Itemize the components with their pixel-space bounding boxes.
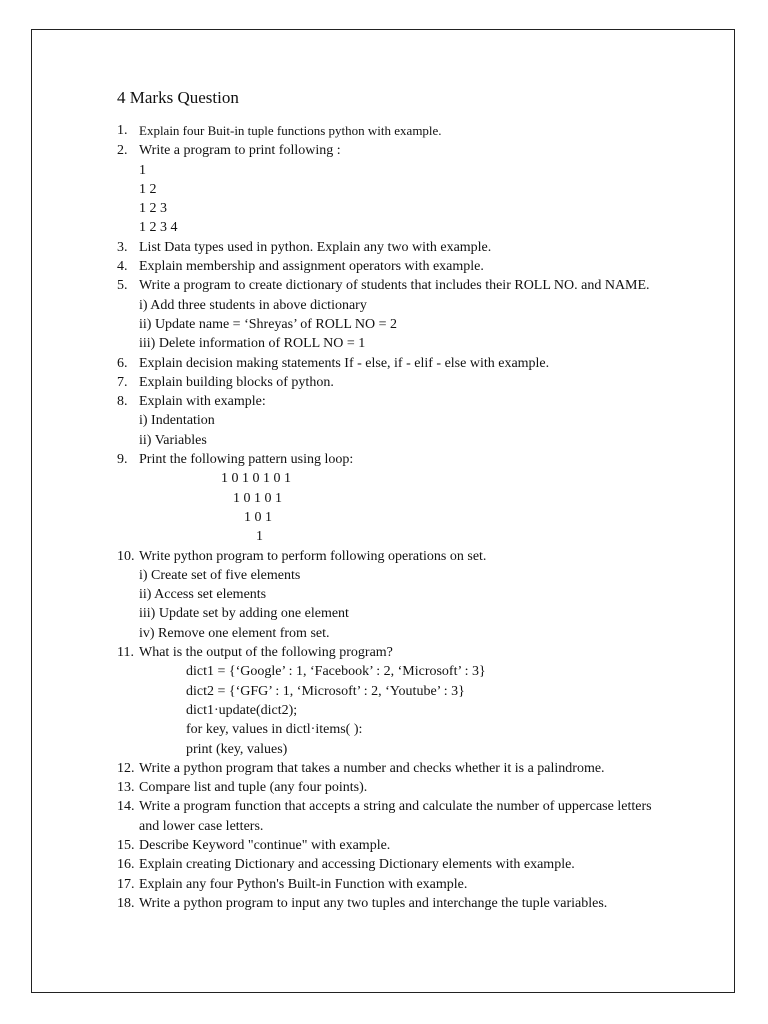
question-number: 12. [117,760,135,776]
question-number: 2. [117,143,128,159]
question-text: Write a program function that accepts a string and calculate the number of uppercase letters and lower case letters. [139,799,652,834]
code-line: dict1 = {‘Google’ : 1, ‘Facebook’ : 2, ‘Microsoft’ : 3} [186,664,486,680]
question-9 [117,450,677,469]
question-2 [117,141,677,160]
code-line: print (key, values) [186,741,288,757]
question-8 [117,392,677,411]
sub-question: ii) Access set elements [139,587,267,603]
question-text: Explain with example: [139,394,266,410]
question-text: Print the following pattern using loop: [139,452,354,468]
question-text: Write a program to create dictionary of students that includes their ROLL NO. and NAME. [139,278,650,294]
question-text: Compare list and tuple (any four points). [139,780,368,796]
question-number: 7. [117,374,128,390]
sub-question: ii) Variables [139,432,207,448]
question-6 [117,354,677,373]
sub-question: i) Create set of five elements [139,567,301,583]
question-text: Write a python program to input any two tuples and interchange the tuple variables. [139,895,608,911]
question-number: 15. [117,837,135,853]
sub-question: iii) Delete information of ROLL NO = 1 [139,336,366,352]
pattern-line: 1 0 1 0 1 0 1 [221,471,291,487]
sub-question: iii) Update set by adding one element [139,606,349,622]
question-number: 18. [117,895,135,911]
question-text: What is the output of the following program? [139,645,393,661]
question-text: Describe Keyword "continue" with example. [139,837,391,853]
question-number: 5. [117,278,128,294]
question-text: Explain decision making statements If - else, if - elif - else with example. [139,355,550,371]
question-list [117,121,677,913]
question-number: 16. [117,857,135,873]
sub-question: ii) Update name = ‘Shreyas’ of ROLL NO = 2 [139,316,398,332]
sub-question: i) Indentation [139,413,215,429]
question-7 [117,373,677,392]
sub-question: iv) Remove one element from set. [139,625,330,641]
question-18 [117,894,677,913]
question-3 [117,238,677,257]
question-number: 14. [117,799,135,815]
question-number: 17. [117,876,135,892]
code-line: dict1·update(dict2); [186,702,298,718]
question-5 [117,276,677,295]
question-17 [117,875,677,894]
code-line: for key, values in dictl·items( ): [186,722,363,738]
question-14 [117,797,677,836]
question-number: 6. [117,355,128,371]
question-text: Explain four Buit-in tuple functions python with example. [139,123,442,138]
question-text: Explain membership and assignment operators with example. [139,259,484,275]
question-16 [117,855,677,874]
question-text: Write a program to print following : [139,143,341,159]
question-text: Write python program to perform following operations on set. [139,548,487,564]
code-line: dict2 = {‘GFG’ : 1, ‘Microsoft’ : 2, ‘Youtube’ : 3} [186,683,465,699]
question-number: 4. [117,259,128,275]
output-line: 1 2 3 [139,201,167,217]
question-text: Explain any four Python's Built-in Function with example. [139,876,468,892]
question-number: 11. [117,645,134,661]
question-10 [117,547,677,566]
question-13 [117,778,677,797]
question-text: Write a python program that takes a number and checks whether it is a palindrome. [139,760,605,776]
question-15 [117,836,677,855]
question-12 [117,759,677,778]
output-line: 1 2 3 4 [139,220,178,236]
question-number: 13. [117,780,135,796]
question-4 [117,257,677,276]
sub-question: i) Add three students in above dictionary [139,297,367,313]
output-line: 1 [139,162,146,178]
question-number: 10. [117,548,135,564]
question-number: 9. [117,452,128,468]
pattern-line: 1 0 1 [244,509,272,525]
pattern-line: 1 [256,529,263,545]
question-number: 1. [117,123,128,138]
question-text: Explain building blocks of python. [139,374,334,390]
question-1 [117,121,677,141]
page-title: 4 Marks Question [117,88,239,107]
question-number: 8. [117,394,128,410]
output-line: 1 2 [139,181,157,197]
question-number: 3. [117,239,128,255]
question-text: Explain creating Dictionary and accessing Dictionary elements with example. [139,857,575,873]
question-11 [117,643,677,662]
pattern-line: 1 0 1 0 1 [233,490,282,506]
question-text: List Data types used in python. Explain any two with example. [139,239,492,255]
